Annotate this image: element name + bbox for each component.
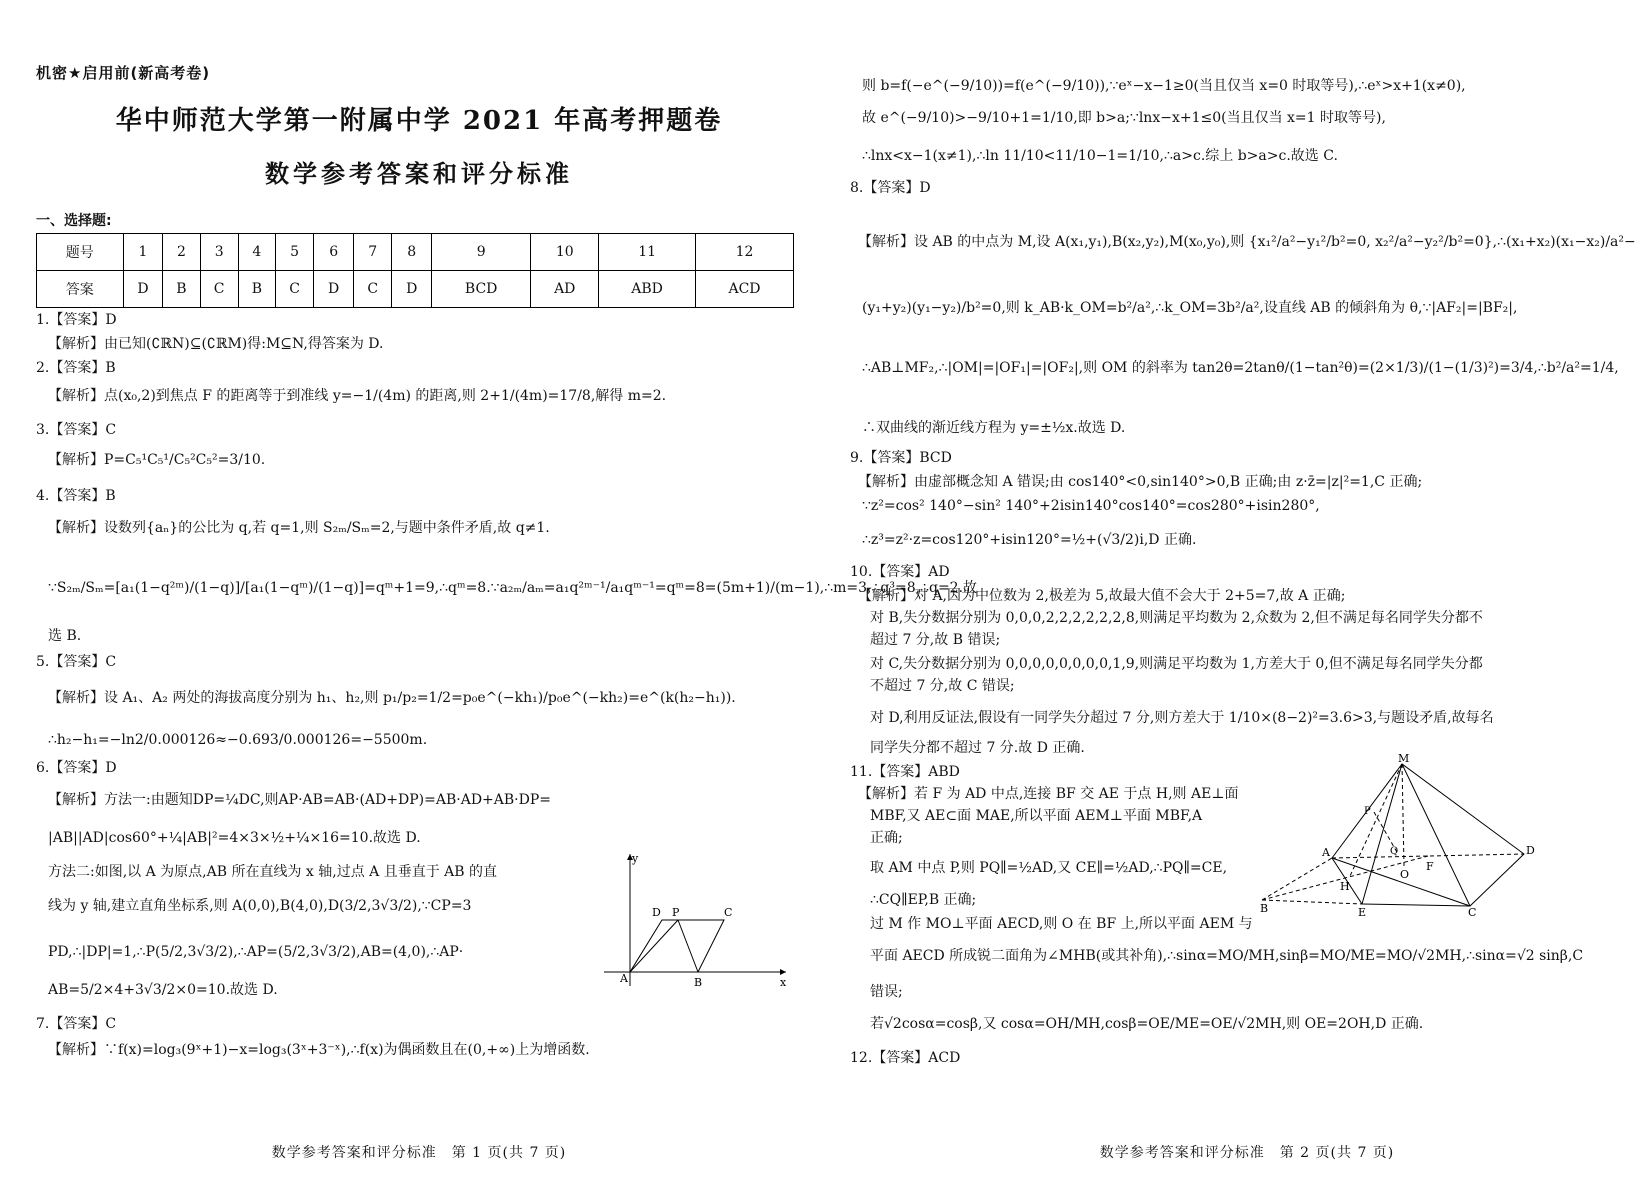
solution-line: ∴AB⊥MF₂,∴|OM|=|OF₁|=|OF₂|,则 OM 的斜率为 tan2θ=2tanθ/(1−tan²θ)=(2×1/3)/(1−(1/3)²)=3/4,∴b²/a²=1/4,	[862, 360, 1619, 376]
solution-line: ∴lnx<x−1(x≠1),∴ln 11/10<11/10−1=1/10,∴a>c.综上 b>a>c.故选 C.	[862, 148, 1338, 164]
vertex-label: M	[1398, 752, 1410, 765]
coordinate-figure	[594, 850, 794, 990]
table-cell: ABD	[599, 271, 696, 308]
solution-line: 【解析】对 A,因为中位数为 2,极差为 5,故最大值不会大于 2+5=7,故 A 正确;	[858, 588, 1346, 604]
confidential-tag: 机密★启用前(新高考卷)	[36, 64, 211, 82]
row-label: 题号	[37, 234, 124, 271]
table-cell: C	[354, 271, 392, 308]
solution-line: ∴双曲线的渐近线方程为 y=±½x.故选 D.	[862, 420, 1126, 436]
solution-line: AB=5/2×4+3√3/2×0=10.故选 D.	[48, 982, 278, 998]
solution-line: 过 M 作 MO⊥平面 AECD,则 O 在 BF 上,所以平面 AEM 与	[870, 916, 1253, 932]
solution-line: 错误;	[870, 984, 903, 1000]
table-cell: 7	[354, 234, 392, 271]
solution-line: 【解析】若 F 为 AD 中点,连接 BF 交 AE 于点 H,则 AE⊥面	[858, 786, 1239, 802]
answer-line: 11.【答案】ABD	[850, 764, 960, 780]
pyramid-figure	[1260, 752, 1542, 919]
solution-line: (y₁+y₂)(y₁−y₂)/b²=0,则 k_AB·k_OM=b²/a²,∴k_OM=3b²/a²,设直线 AB 的倾斜角为 θ,∵|AF₂|=|BF₂|,	[862, 300, 1518, 316]
solution-line: |AB||AD|cos60°+¼|AB|²=4×3×½+¼×16=10.故选 D.	[48, 830, 421, 846]
solution-line: 【解析】∵f(x)=log₃(9ˣ+1)−x=log₃(3ˣ+3⁻ˣ),∴f(x)为偶函数且在(0,+∞)上为增函数.	[48, 1042, 590, 1058]
solution-line: 【解析】点(x₀,2)到焦点 F 的距离等于到准线 y=−1/(4m) 的距离,则 2+1/(4m)=17/8,解得 m=2.	[48, 388, 667, 404]
solution-line: 对 B,失分数据分别为 0,0,0,2,2,2,2,2,2,8,则满足平均数为 2,众数为 2,但不满足每名同学失分都不	[870, 610, 1483, 626]
table-cell: B	[238, 271, 275, 308]
section-heading: 一、选择题:	[36, 213, 112, 229]
solution-line: 线为 y 轴,建立直角坐标系,则 A(0,0),B(4,0),D(3/2,3√3/2),∵CP=3	[48, 898, 472, 914]
solution-line: 对 C,失分数据分别为 0,0,0,0,0,0,0,0,1,9,则满足平均数为 1,方差大于 0,但不满足每名同学失分都	[870, 656, 1483, 672]
vertex-label: Q	[1390, 846, 1399, 857]
solution-line: 取 AM 中点 P,则 PQ∥=½AD,又 CE∥=½AD,∴PQ∥=CE,	[870, 860, 1228, 876]
table-cell: D	[392, 271, 432, 308]
point-label: C	[724, 906, 733, 919]
solution-line: ∴z³=z²·z=cos120°+isin120°=½+(√3/2)i,D 正确.	[862, 532, 1197, 548]
point-label: B	[694, 976, 703, 989]
vertex-label: D	[1526, 844, 1535, 857]
page-footer: 数学参考答案和评分标准 第 2 页(共 7 页)	[1099, 1145, 1395, 1161]
table-cell: 2	[163, 234, 200, 271]
solution-line: 正确;	[870, 830, 903, 846]
table-cell: 8	[392, 234, 432, 271]
solution-line: 超过 7 分,故 B 错误;	[870, 632, 1001, 648]
answer-line: 7.【答案】C	[36, 1016, 117, 1032]
table-cell: 3	[200, 234, 238, 271]
page-footer: 数学参考答案和评分标准 第 1 页(共 7 页)	[271, 1145, 567, 1161]
vertex-label: B	[1260, 902, 1269, 915]
answer-line: 1.【答案】D	[36, 312, 117, 328]
answer-line: 4.【答案】B	[36, 488, 116, 504]
answer-line: 9.【答案】BCD	[850, 450, 952, 466]
answer-line: 5.【答案】C	[36, 654, 117, 670]
table-cell: ACD	[695, 271, 793, 308]
table-cell: 4	[238, 234, 275, 271]
solution-line: 【解析】设 AB 的中点为 M,设 A(x₁,y₁),B(x₂,y₂),M(x₀,y₀),则 {x₁²/a²−y₁²/b²=0, x₂²/a²−y₂²/b²=0},∴(x₁+x₂)(x₁−x₂)/a²−	[858, 234, 1636, 250]
solution-line: 同学失分都不超过 7 分.故 D 正确.	[870, 740, 1085, 756]
solution-line: 对 D,利用反证法,假设有一同学失分超过 7 分,则方差大于 1/10×(8−2)²=3.6>3,与题设矛盾,故每名	[870, 710, 1494, 726]
table-cell: D	[123, 271, 163, 308]
table-cell: C	[200, 271, 238, 308]
table-cell: 6	[314, 234, 354, 271]
vertex-label: P	[1364, 806, 1371, 817]
point-label: A	[620, 972, 628, 985]
table-cell: 12	[695, 234, 793, 271]
answer-line: 2.【答案】B	[36, 360, 116, 376]
solution-line: ∴CQ∥EP,B 正确;	[870, 892, 977, 908]
vertex-label: E	[1358, 906, 1367, 919]
solution-line: 平面 AECD 所成锐二面角为∠MHB(或其补角),∴sinα=MO/MH,sinβ=MO/ME=MO/√2MH,∴sinα=√2 sinβ,C	[870, 948, 1584, 964]
exam-title: 华中师范大学第一附属中学 2021 年高考押题卷	[115, 106, 723, 136]
table-cell: AD	[531, 271, 599, 308]
answer-line: 3.【答案】C	[36, 422, 117, 438]
solution-line: 【解析】设 A₁、A₂ 两处的海拔高度分别为 h₁、h₂,则 p₁/p₂=1/2=p₀e^(−kh₁)/p₀e^(−kh₂)=e^(k(h₂−h₁)).	[48, 690, 736, 706]
solution-line: 【解析】设数列{aₙ}的公比为 q,若 q=1,则 S₂ₘ/Sₘ=2,与题中条件矛盾,故 q≠1.	[48, 520, 550, 536]
solution-line: MBF,又 AE⊂面 MAE,所以平面 AEM⊥平面 MBF,A	[870, 808, 1203, 824]
vertex-label: O	[1400, 868, 1410, 881]
solution-line: 【解析】方法一:由题知DP=¼DC,则AP·AB=AB·(AD+DP)=AB·AD+AB·DP=	[48, 792, 552, 808]
solution-line: 【解析】由已知(∁ℝN)⊆(∁ℝM)得:M⊆N,得答案为 D.	[48, 336, 384, 352]
table-cell: 10	[531, 234, 599, 271]
answer-line: 12.【答案】ACD	[850, 1050, 961, 1066]
answer-table	[36, 233, 794, 308]
solution-line: ∵S₂ₘ/Sₘ=[a₁(1−q²ᵐ)/(1−q)]/[a₁(1−qᵐ)/(1−q)]=qᵐ+1=9,∴qᵐ=8.∵a₂ₘ/aₘ=a₁q²ᵐ⁻¹/a₁qᵐ⁻¹=qᵐ=8=(5m+1)/(m−1),∴m=3,∴q³=8,∴q=2.故	[48, 580, 978, 596]
table-cell: 9	[432, 234, 531, 271]
table-row	[37, 271, 794, 308]
point-label: D	[652, 906, 661, 919]
vertex-label: F	[1426, 860, 1434, 873]
point-label: P	[672, 906, 680, 919]
vertex-label: A	[1322, 846, 1330, 859]
solution-line: 不超过 7 分,故 C 错误;	[870, 678, 1015, 694]
answer-line: 10.【答案】AD	[850, 564, 950, 580]
table-cell: 5	[275, 234, 313, 271]
solution-line: 【解析】由虚部概念知 A 错误;由 cos140°<0,sin140°>0,B 正确;由 z·z̄=|z|²=1,C 正确;	[858, 474, 1423, 490]
table-cell: D	[314, 271, 354, 308]
answer-line: 8.【答案】D	[850, 180, 931, 196]
solution-line: 故 e^(−9/10)>−9/10+1=1/10,即 b>a;∵lnx−x+1≤0(当且仅当 x=1 时取等号),	[862, 110, 1386, 126]
vertex-label: H	[1340, 880, 1350, 893]
vertex-label: C	[1468, 906, 1477, 919]
table-cell: 1	[123, 234, 163, 271]
table-row	[37, 234, 794, 271]
row-label: 答案	[37, 271, 124, 308]
exam-subtitle: 数学参考答案和评分标准	[265, 159, 573, 188]
solution-line: ∵z²=cos² 140°−sin² 140°+2isin140°cos140°=cos280°+isin280°,	[862, 498, 1320, 514]
solution-line: PD,∴|DP|=1,∴P(5/2,3√3/2),∴AP=(5/2,3√3/2),AB=(4,0),∴AP·	[48, 944, 464, 960]
solution-line: 选 B.	[48, 628, 82, 644]
solution-line: ∴h₂−h₁=−ln2/0.000126≈−0.693/0.000126=−5500m.	[48, 732, 428, 748]
table-cell: BCD	[432, 271, 531, 308]
x-axis-label: x	[780, 976, 787, 989]
table-cell: 11	[599, 234, 696, 271]
y-axis-label: y	[632, 852, 639, 865]
table-cell: C	[275, 271, 313, 308]
solution-line: 若√2cosα=cosβ,又 cosα=OH/MH,cosβ=OE/ME=OE/√2MH,则 OE=2OH,D 正确.	[870, 1016, 1424, 1032]
solution-line: 则 b=f(−e^(−9/10))=f(e^(−9/10)),∵eˣ−x−1≥0(当且仅当 x=0 时取等号),∴eˣ>x+1(x≠0),	[862, 78, 1466, 94]
solution-line: 方法二:如图,以 A 为原点,AB 所在直线为 x 轴,过点 A 且垂直于 AB 的直	[48, 864, 498, 880]
table-cell: B	[163, 271, 200, 308]
answer-line: 6.【答案】D	[36, 760, 117, 776]
solution-line: 【解析】P=C₅¹C₅¹/C₅²C₅²=3/10.	[48, 452, 266, 468]
